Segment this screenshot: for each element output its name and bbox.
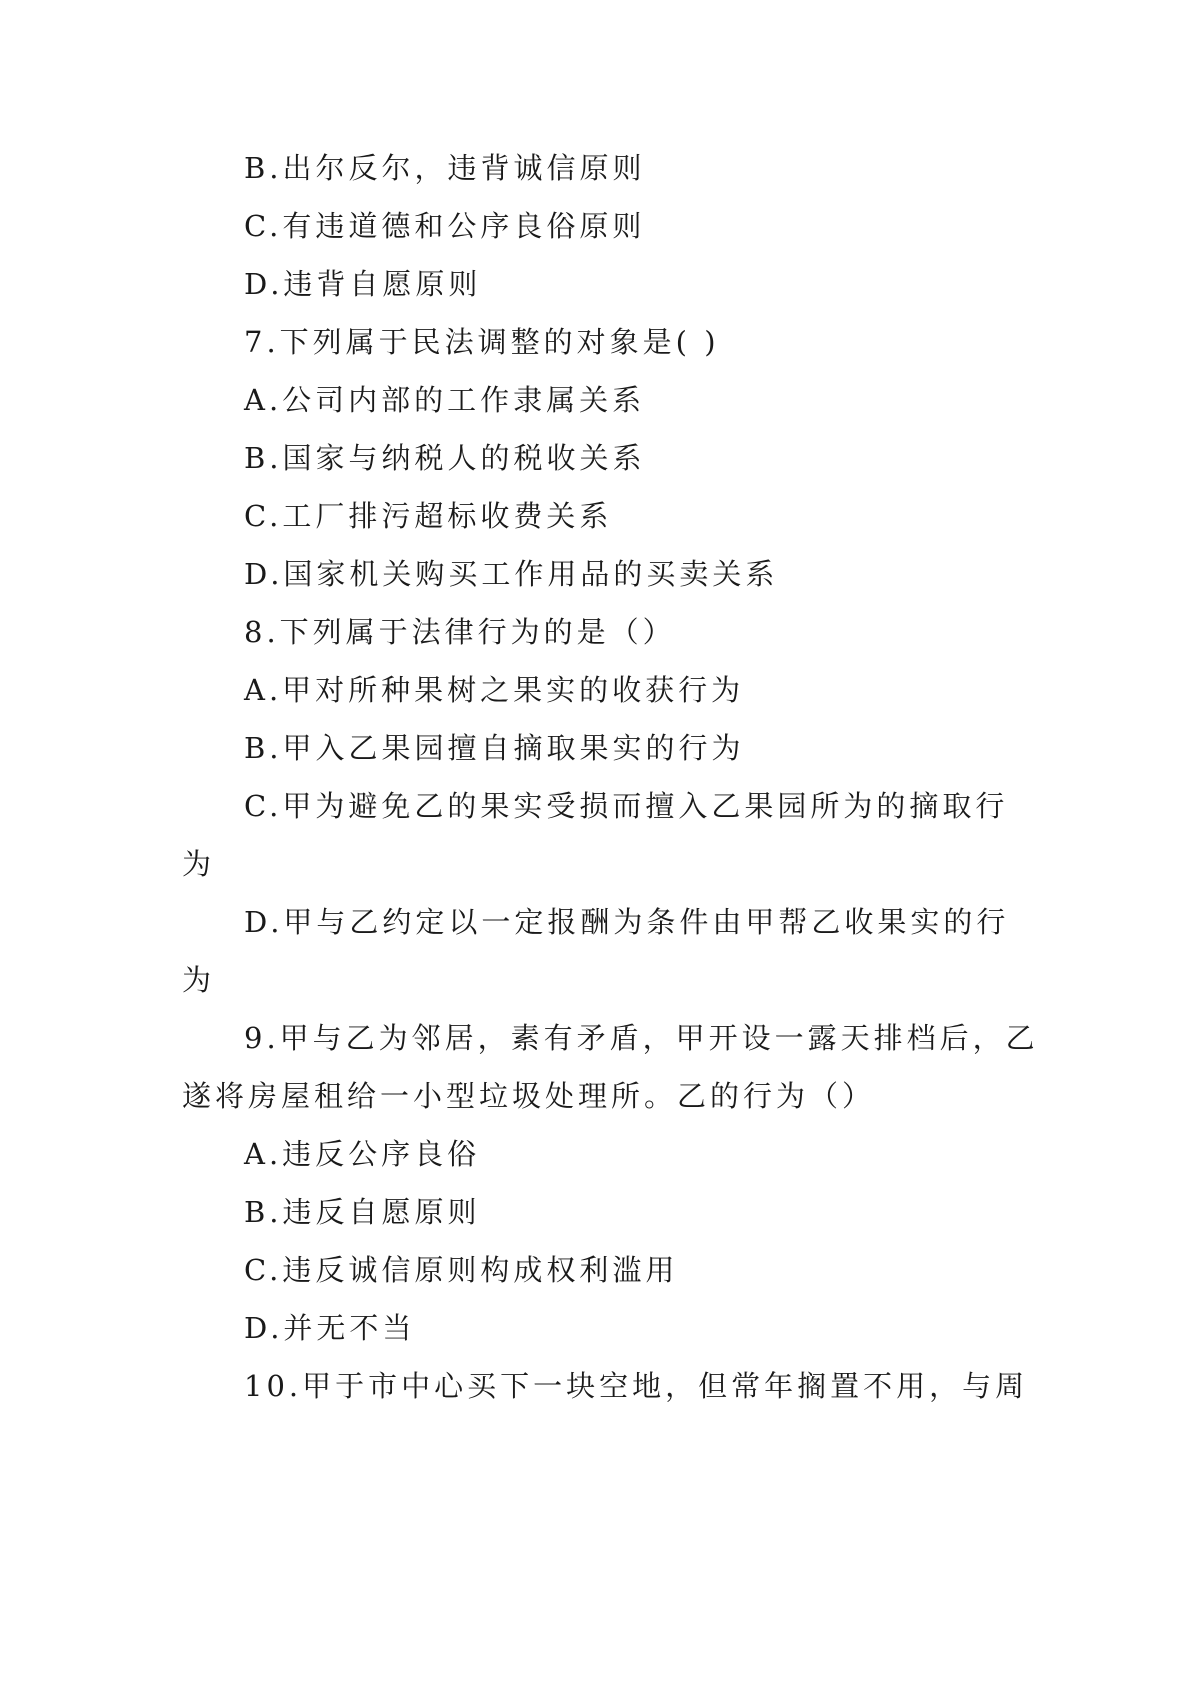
option-d-q9: D.并无不当 [244,1311,416,1345]
option-c-q9: C.违反诚信原则构成权利滥用 [244,1253,679,1287]
option-d-q8-wrap: 为 [182,963,216,997]
question-9-wrap: 遂将房屋租给一小型垃圾处理所。乙的行为（） [182,1079,876,1113]
option-d-q7: D.国家机关购买工作用品的买卖关系 [244,557,779,591]
question-8: 8.下列属于法律行为的是（） [244,615,676,649]
option-c-q7: C.工厂排污超标收费关系 [244,499,613,533]
question-10: 10.甲于市中心买下一块空地，但常年搁置不用，与周 [244,1369,1029,1403]
option-c-q8: C.甲为避免乙的果实受损而擅入乙果园所为的摘取行 [244,789,1009,823]
option-a-q9: A.违反公序良俗 [244,1137,481,1171]
option-c-q8-wrap: 为 [182,847,216,881]
option-a-q8: A.甲对所种果树之果实的收获行为 [244,673,745,707]
option-c-q6: C.有违道德和公序良俗原则 [244,209,646,243]
option-d-q6: D.违背自愿原则 [244,267,482,301]
question-9: 9.甲与乙为邻居，素有矛盾，甲开设一露天排档后，乙 [244,1021,1039,1055]
option-b-q6: B.出尔反尔，违背诚信原则 [244,151,646,185]
option-a-q7: A.公司内部的工作隶属关系 [244,383,646,417]
option-b-q7: B.国家与纳税人的税收关系 [244,441,646,475]
question-7: 7.下列属于民法调整的对象是( ) [244,325,720,359]
option-b-q9: B.违反自愿原则 [244,1195,481,1229]
option-b-q8: B.甲入乙果园擅自摘取果实的行为 [244,731,745,765]
option-d-q8: D.甲与乙约定以一定报酬为条件由甲帮乙收果实的行 [244,905,1010,939]
